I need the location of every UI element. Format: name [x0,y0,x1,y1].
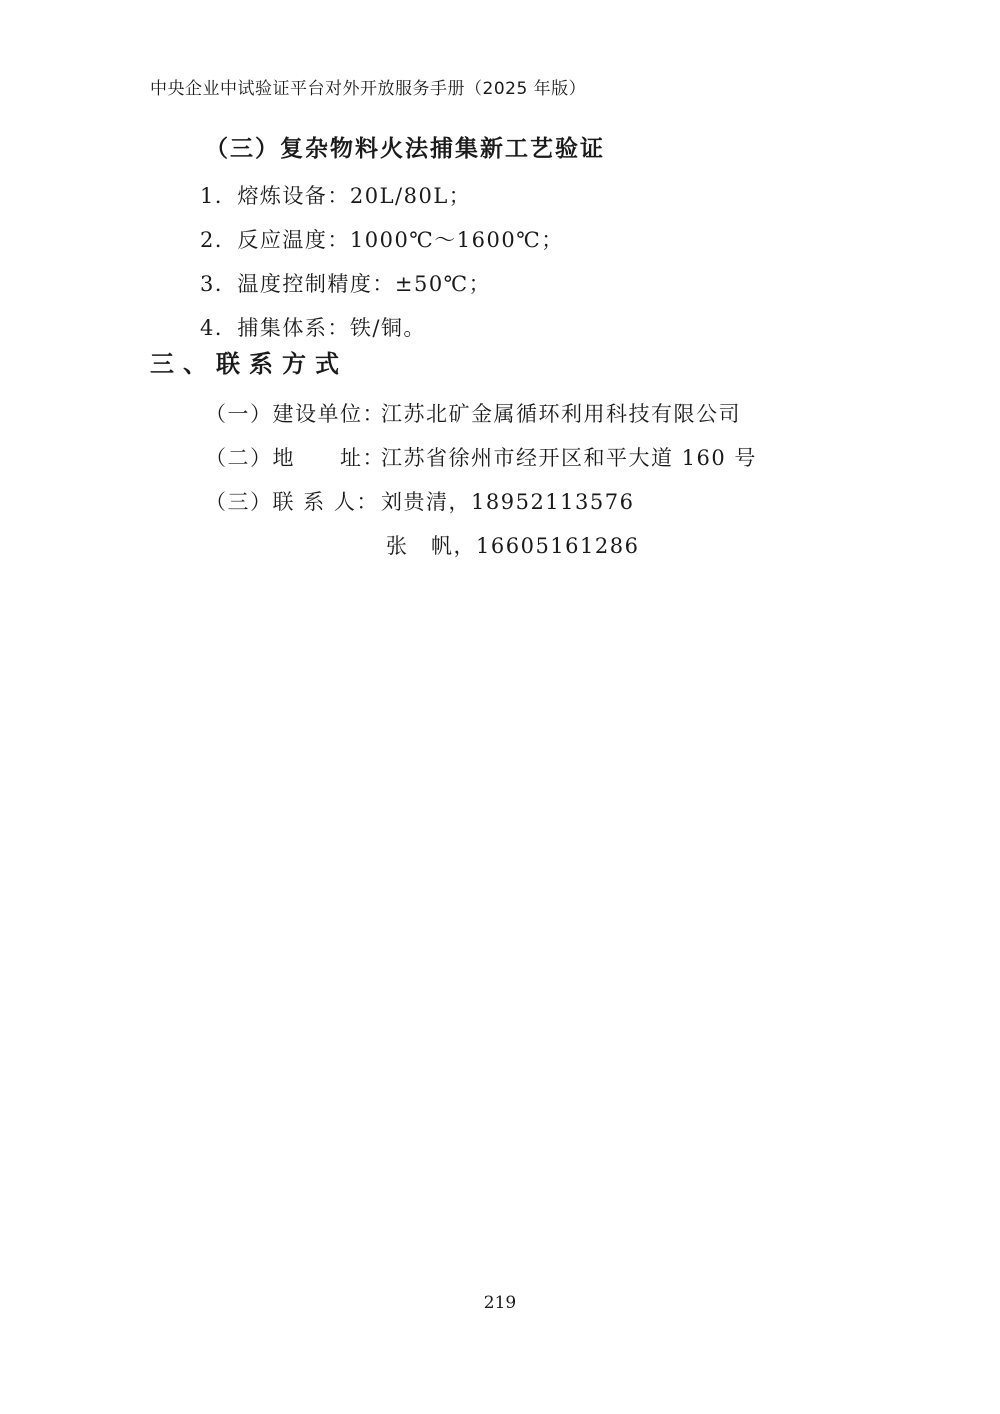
contact-value: 江苏省徐州市经开区和平大道 160 号 [381,446,757,470]
contact-row-organization [205,398,741,428]
contact-label: （一）建设单位： [205,402,385,426]
contact-label: （三）联 系 人： [205,490,379,514]
running-header: 中央企业中试验证平台对外开放服务手册（2025 年版） [150,79,587,99]
contact-row-address [205,442,757,472]
spec-item-temperature-precision: 3．温度控制精度：±50℃； [200,272,492,296]
page-number: 219 [483,1293,517,1313]
contact-label: （二）地 址： [205,446,385,470]
spec-item-capture-system: 4．捕集体系：铁/铜。 [200,316,426,340]
subsection-title: （三）复杂物料火法捕集新工艺验证 [205,136,605,162]
contact-value: 刘贵清，18952113576 [381,490,635,514]
contact-section-heading: 三、联系方式 [150,350,348,378]
spec-item-smelting-equipment: 1．熔炼设备：20L/80L； [200,184,472,208]
spec-item-reaction-temperature: 2．反应温度：1000℃～1600℃； [200,228,564,252]
contact-value: 江苏北矿金属循环利用科技有限公司 [381,402,741,426]
contact-person-second: 张 帆，16605161286 [386,534,640,558]
contact-row-person [205,486,634,516]
